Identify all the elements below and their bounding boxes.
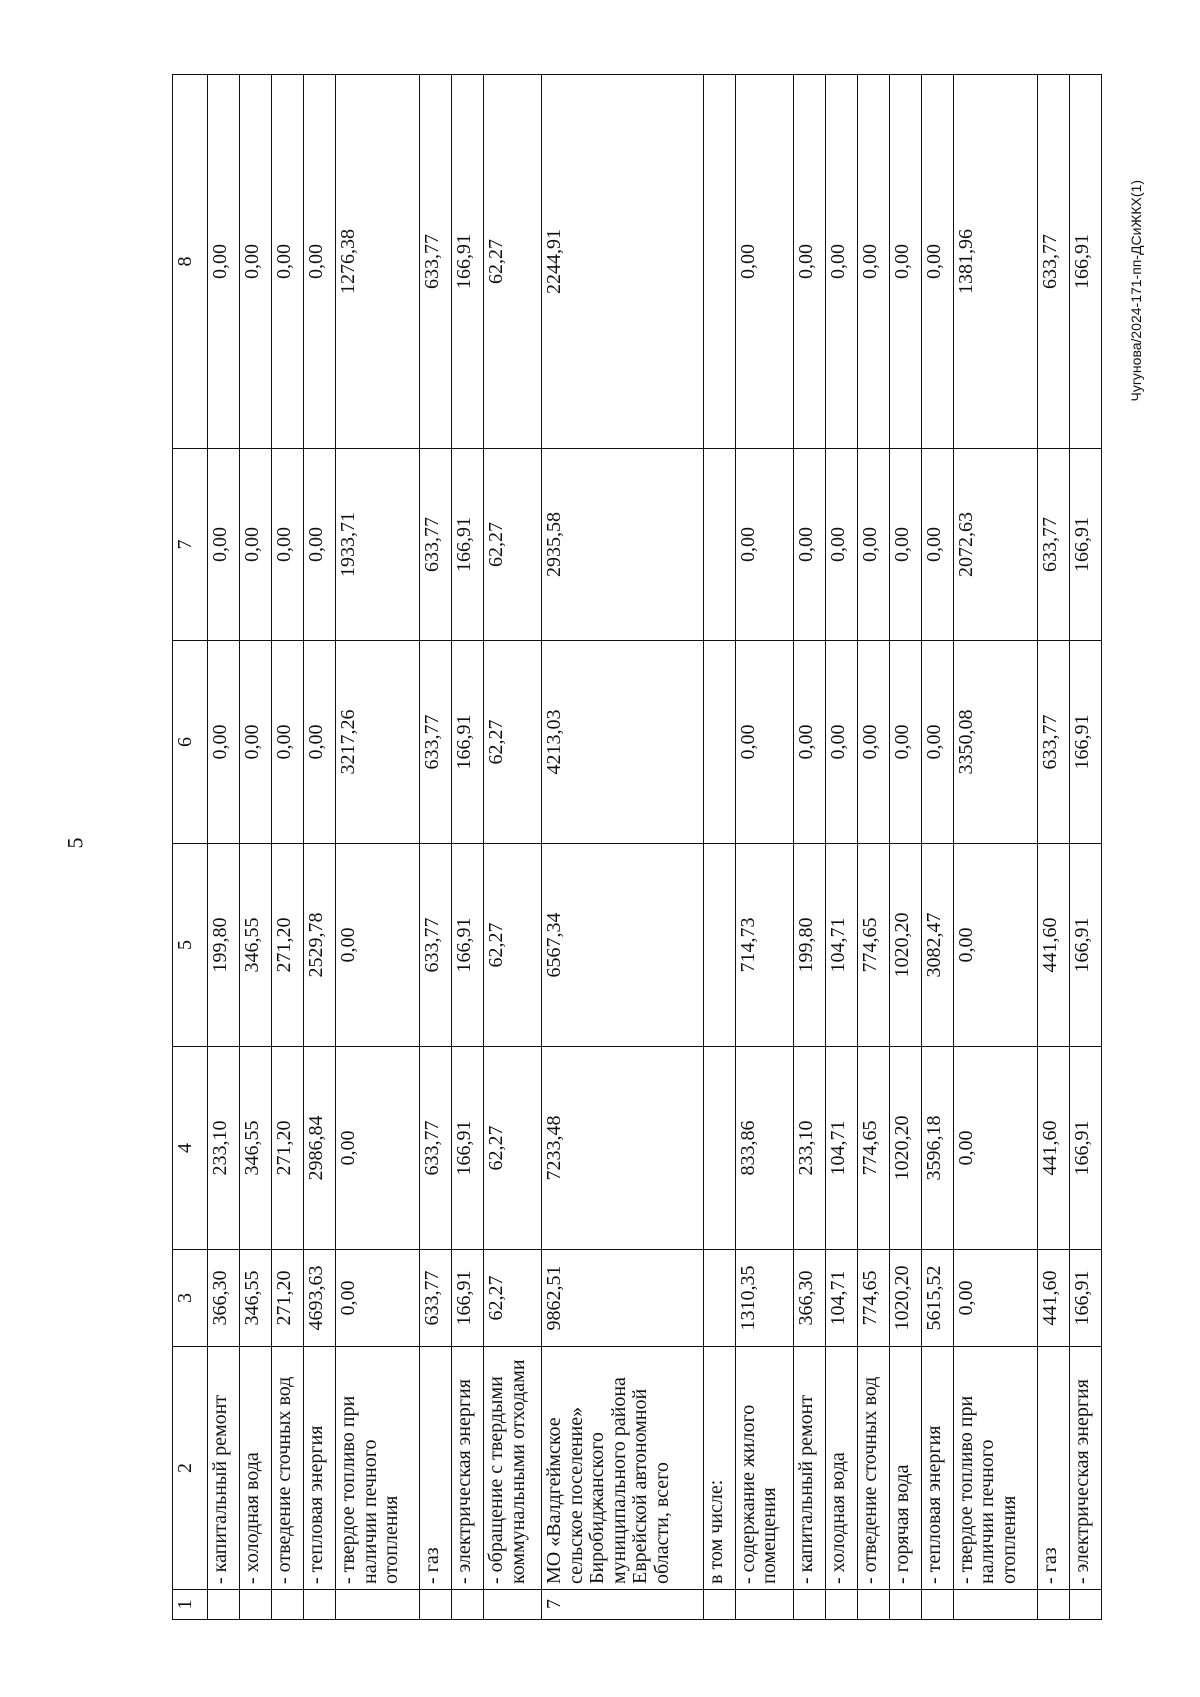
value-cell: 0,00 (336, 1047, 420, 1250)
value-cell: 166,91 (451, 449, 483, 641)
value-cell (703, 1250, 735, 1347)
value-cell: 0,00 (272, 449, 304, 641)
value-cell: 2935,58 (541, 449, 703, 641)
table-row (1069, 75, 1101, 1620)
value-cell (703, 1047, 735, 1250)
value-cell: 0,00 (793, 641, 825, 844)
row-number-cell: 7 (541, 1590, 703, 1620)
table-row (240, 75, 272, 1620)
value-cell: 0,00 (208, 449, 240, 641)
row-label-cell: - содержание жилого помещения (735, 1347, 793, 1590)
value-cell: 0,00 (240, 449, 272, 641)
value-cell (703, 641, 735, 844)
value-cell: 62,27 (483, 1250, 541, 1347)
header-cell: 1 (173, 1590, 208, 1620)
table-row (483, 75, 541, 1620)
row-number-cell (483, 1590, 541, 1620)
value-cell: 9862,51 (541, 1250, 703, 1347)
table-row (889, 75, 921, 1620)
value-cell: 633,77 (1037, 75, 1069, 449)
header-cell: 3 (173, 1250, 208, 1347)
value-cell: 774,65 (857, 1250, 889, 1347)
value-cell: 166,91 (451, 1047, 483, 1250)
value-cell: 2072,63 (953, 449, 1037, 641)
table-row (336, 75, 420, 1620)
value-cell: 0,00 (921, 449, 953, 641)
value-cell: 3217,26 (336, 641, 420, 844)
value-cell: 0,00 (735, 75, 793, 449)
value-cell: 0,00 (208, 75, 240, 449)
value-cell: 2529,78 (304, 844, 336, 1047)
value-cell: 714,73 (735, 844, 793, 1047)
row-number-cell (889, 1590, 921, 1620)
value-cell: 0,00 (953, 844, 1037, 1047)
value-cell: 166,91 (1069, 449, 1101, 641)
table-row (272, 75, 304, 1620)
value-cell: 104,71 (825, 1250, 857, 1347)
header-cell: 7 (173, 449, 208, 641)
value-cell: 4213,03 (541, 641, 703, 844)
table-row (419, 75, 451, 1620)
value-cell: 0,00 (336, 844, 420, 1047)
document-footer-code: Чугунова/2024-171-пп-ДСиЖКХ(1) (1128, 180, 1144, 402)
value-cell: 441,60 (1037, 1047, 1069, 1250)
value-cell: 0,00 (857, 75, 889, 449)
row-label-cell: - холодная вода (825, 1347, 857, 1590)
row-label-cell: - холодная вода (240, 1347, 272, 1590)
value-cell: 633,77 (1037, 449, 1069, 641)
value-cell: 2986,84 (304, 1047, 336, 1250)
table-row (304, 75, 336, 1620)
table-row (541, 75, 703, 1620)
value-cell: 633,77 (419, 1250, 451, 1347)
table-row (953, 75, 1037, 1620)
value-cell: 0,00 (240, 75, 272, 449)
value-cell: 0,00 (240, 641, 272, 844)
tariff-table (172, 74, 1102, 1620)
value-cell: 166,91 (1069, 1047, 1101, 1250)
value-cell: 271,20 (272, 1047, 304, 1250)
value-cell: 4693,63 (304, 1250, 336, 1347)
value-cell: 0,00 (857, 641, 889, 844)
value-cell: 233,10 (793, 1047, 825, 1250)
value-cell: 0,00 (921, 75, 953, 449)
value-cell: 633,77 (419, 844, 451, 1047)
table-row (921, 75, 953, 1620)
value-cell: 62,27 (483, 641, 541, 844)
row-number-cell (304, 1590, 336, 1620)
value-cell: 833,86 (735, 1047, 793, 1250)
value-cell: 633,77 (1037, 641, 1069, 844)
header-cell: 8 (173, 75, 208, 449)
value-cell: 0,00 (825, 75, 857, 449)
row-number-cell (240, 1590, 272, 1620)
value-cell: 441,60 (1037, 844, 1069, 1047)
row-label-cell: МО «Валдгеймское сельское поселение» Биробиджанского муниципального района Еврейской автономной области, всего (541, 1347, 703, 1590)
row-number-cell (451, 1590, 483, 1620)
value-cell: 633,77 (419, 641, 451, 844)
value-cell: 0,00 (272, 641, 304, 844)
value-cell: 346,55 (240, 1250, 272, 1347)
value-cell: 166,91 (451, 1250, 483, 1347)
header-cell: 6 (173, 641, 208, 844)
row-label-cell: - газ (419, 1347, 451, 1590)
table-row (208, 75, 240, 1620)
value-cell: 1020,20 (889, 844, 921, 1047)
value-cell: 1276,38 (336, 75, 420, 449)
header-cell: 2 (173, 1347, 208, 1590)
table-row (451, 75, 483, 1620)
value-cell: 0,00 (953, 1047, 1037, 1250)
row-label-cell: - газ (1037, 1347, 1069, 1590)
value-cell: 271,20 (272, 1250, 304, 1347)
value-cell: 366,30 (208, 1250, 240, 1347)
value-cell: 0,00 (735, 641, 793, 844)
row-number-cell (953, 1590, 1037, 1620)
value-cell: 6567,34 (541, 844, 703, 1047)
value-cell: 271,20 (272, 844, 304, 1047)
table-row (703, 75, 735, 1620)
value-cell: 774,65 (857, 844, 889, 1047)
value-cell (703, 75, 735, 449)
value-cell: 774,65 (857, 1047, 889, 1250)
row-number-cell (336, 1590, 420, 1620)
value-cell: 3082,47 (921, 844, 953, 1047)
value-cell: 62,27 (483, 449, 541, 641)
value-cell: 62,27 (483, 844, 541, 1047)
value-cell: 633,77 (419, 75, 451, 449)
value-cell: 633,77 (419, 1047, 451, 1250)
value-cell: 0,00 (953, 1250, 1037, 1347)
value-cell: 0,00 (889, 641, 921, 844)
value-cell: 0,00 (793, 75, 825, 449)
row-number-cell (1037, 1590, 1069, 1620)
row-number-cell (921, 1590, 953, 1620)
value-cell: 233,10 (208, 1047, 240, 1250)
table-row (857, 75, 889, 1620)
value-cell: 104,71 (825, 844, 857, 1047)
row-number-cell (272, 1590, 304, 1620)
row-number-cell (703, 1590, 735, 1620)
value-cell: 1381,96 (953, 75, 1037, 449)
value-cell: 0,00 (793, 449, 825, 641)
row-label-cell: - твердое топливо при наличии печного отопления (953, 1347, 1037, 1590)
value-cell: 0,00 (272, 75, 304, 449)
value-cell: 166,91 (451, 641, 483, 844)
table-header-row (173, 75, 208, 1620)
value-cell: 0,00 (889, 449, 921, 641)
value-cell: 346,55 (240, 844, 272, 1047)
value-cell: 1310,35 (735, 1250, 793, 1347)
value-cell: 0,00 (304, 75, 336, 449)
value-cell: 166,91 (1069, 75, 1101, 449)
value-cell: 1020,20 (889, 1047, 921, 1250)
value-cell: 0,00 (825, 449, 857, 641)
value-cell: 3596,18 (921, 1047, 953, 1250)
value-cell: 5615,52 (921, 1250, 953, 1347)
row-label-cell: - отведение сточных вод (857, 1347, 889, 1590)
value-cell: 199,80 (208, 844, 240, 1047)
row-number-cell (793, 1590, 825, 1620)
value-cell: 2244,91 (541, 75, 703, 449)
row-number-cell (208, 1590, 240, 1620)
row-label-cell: - капитальный ремонт (793, 1347, 825, 1590)
value-cell: 3350,08 (953, 641, 1037, 844)
row-label-cell: в том числе: (703, 1347, 735, 1590)
value-cell: 0,00 (208, 641, 240, 844)
row-number-cell (825, 1590, 857, 1620)
header-cell: 5 (173, 844, 208, 1047)
row-number-cell (857, 1590, 889, 1620)
table-row (825, 75, 857, 1620)
row-label-cell: - отведение сточных вод (272, 1347, 304, 1590)
row-number-cell (1069, 1590, 1101, 1620)
row-label-cell: - обращение с твердыми коммунальными отходами (483, 1347, 541, 1590)
row-label-cell: - капитальный ремонт (208, 1347, 240, 1590)
row-number-cell (735, 1590, 793, 1620)
value-cell: 0,00 (304, 449, 336, 641)
row-label-cell: - тепловая энергия (921, 1347, 953, 1590)
value-cell: 62,27 (483, 75, 541, 449)
value-cell: 166,91 (1069, 1250, 1101, 1347)
row-label-cell: - электрическая энергия (451, 1347, 483, 1590)
value-cell: 366,30 (793, 1250, 825, 1347)
value-cell: 166,91 (1069, 844, 1101, 1047)
value-cell: 62,27 (483, 1047, 541, 1250)
value-cell: 0,00 (921, 641, 953, 844)
value-cell: 0,00 (889, 75, 921, 449)
value-cell (703, 449, 735, 641)
table-row (735, 75, 793, 1620)
value-cell: 346,55 (240, 1047, 272, 1250)
value-cell: 0,00 (336, 1250, 420, 1347)
value-cell: 166,91 (451, 844, 483, 1047)
table-row (793, 75, 825, 1620)
row-number-cell (419, 1590, 451, 1620)
value-cell: 441,60 (1037, 1250, 1069, 1347)
value-cell: 0,00 (735, 449, 793, 641)
value-cell: 1933,71 (336, 449, 420, 641)
value-cell: 0,00 (825, 641, 857, 844)
rotated-table-container (172, 75, 1102, 1620)
value-cell: 166,91 (1069, 641, 1101, 844)
row-label-cell: - электрическая энергия (1069, 1347, 1101, 1590)
value-cell (703, 844, 735, 1047)
row-label-cell: - тепловая энергия (304, 1347, 336, 1590)
value-cell: 0,00 (857, 449, 889, 641)
value-cell: 7233,48 (541, 1047, 703, 1250)
header-cell: 4 (173, 1047, 208, 1250)
value-cell: 104,71 (825, 1047, 857, 1250)
value-cell: 1020,20 (889, 1250, 921, 1347)
value-cell: 633,77 (419, 449, 451, 641)
row-label-cell: - горячая вода (889, 1347, 921, 1590)
value-cell: 0,00 (304, 641, 336, 844)
row-label-cell: - твердое топливо при наличии печного отопления (336, 1347, 420, 1590)
value-cell: 166,91 (451, 75, 483, 449)
value-cell: 199,80 (793, 844, 825, 1047)
table-row (1037, 75, 1069, 1620)
page-number: 5 (62, 837, 88, 849)
